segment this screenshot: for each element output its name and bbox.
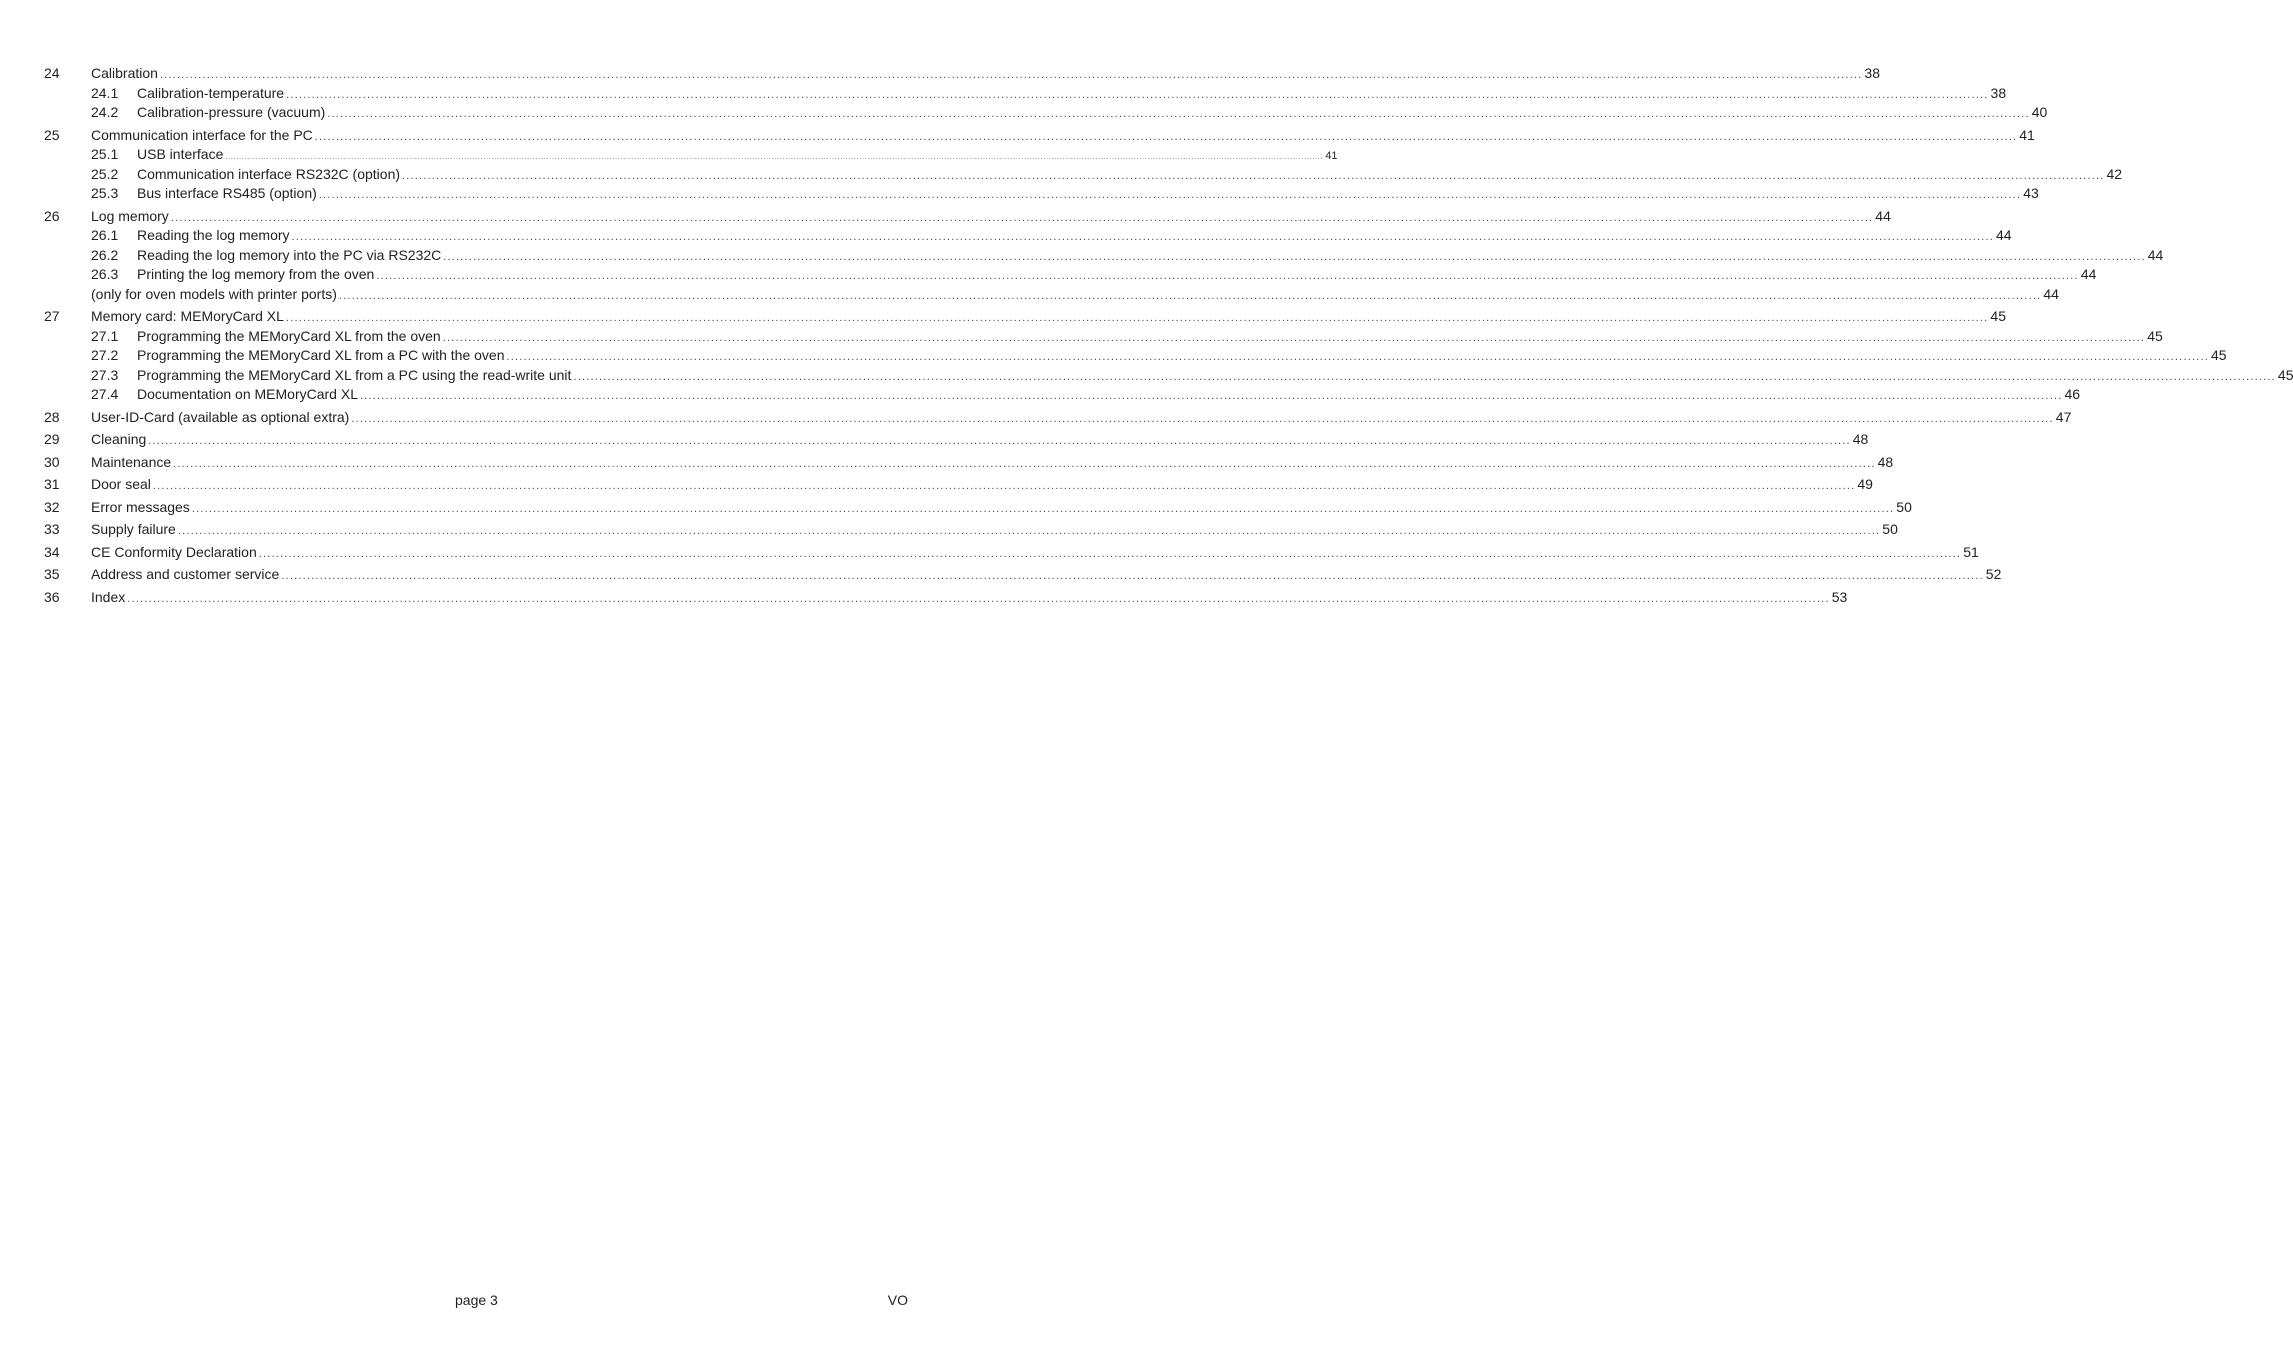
toc-chapter-entry[interactable]: [0, 64, 1880, 84]
entry-title: Cleaning: [91, 431, 147, 447]
entry-page-number: 45: [1990, 308, 2006, 324]
toc-entry-line: [91, 366, 2293, 388]
dot-leader: ................................................................................................................................................................................................................................................................................................................................................................................................................: [285, 312, 1989, 324]
entry-title: Log memory: [91, 207, 169, 224]
entry-title: Reading the log memory: [137, 227, 290, 243]
dot-leader: ................................................................................................................................................................................................................................................................................................................................................................................................................: [338, 289, 2042, 302]
entry-title: Index: [91, 588, 126, 605]
entry-title: (only for oven models with printer ports): [91, 285, 337, 302]
entry-page-number: 44: [2147, 246, 2164, 263]
dot-leader: ................................................................................................................................................................................................................................................................................................................................................................................................................: [127, 592, 1830, 605]
entry-title: Supply failure: [91, 521, 176, 537]
dot-leader: ................................................................................................................................................................................................................................................................................................................................................................................................................: [152, 480, 1856, 492]
entry-page-number: 40: [2031, 104, 2048, 120]
chapter-number: 34: [44, 543, 60, 560]
dot-leader: ................................................................................................................................................................................................................................................................................................................................................................................................................: [402, 169, 2105, 182]
subsection-number: 24.2: [91, 104, 119, 120]
toc-entry-line: [91, 565, 2002, 587]
chapter-number: 31: [44, 476, 60, 492]
entry-title: Programming the MEMoryCard XL from the oven: [137, 327, 441, 344]
entry-title: Error messages: [91, 498, 190, 515]
toc-entry-line: [91, 453, 1894, 475]
toc-entry-line: [91, 184, 2039, 206]
entry-title: Programming the MEMoryCard XL from a PC with the oven: [137, 347, 505, 363]
entry-title: Communication interface for the PC: [91, 126, 313, 143]
dot-leader: ................................................................................................................................................................................................................................................................................................................................................................................................................: [327, 108, 2030, 120]
dot-leader: ................................................................................................................................................................................................................................................................................................................................................................................................................: [442, 331, 2146, 344]
toc-entry-line: [91, 520, 1898, 542]
chapter-number: 35: [44, 566, 60, 582]
entry-title: USB interface: [137, 146, 224, 162]
dot-leader: ................................................................................................................................................................................................................................................................................................................................................................................................................: [177, 525, 1881, 537]
entry-page-number: 41: [1325, 150, 1338, 162]
toc-entry-line: [91, 498, 1912, 520]
entry-title: CE Conformity Declaration: [91, 543, 257, 560]
toc-entry-line: [91, 103, 2048, 125]
chapter-number: 30: [44, 453, 60, 470]
dot-leader: ................................................................................................................................................................................................................................................................................................................................................................................................................: [173, 457, 1876, 470]
toc-entry-line: [91, 588, 1848, 610]
dot-leader: ................................................................................................................................................................................................................................................................................................................................................................................................................: [258, 547, 1962, 560]
toc-entry-line: [91, 475, 1873, 497]
entry-page-number: 41: [2019, 126, 2035, 143]
entry-page-number: 44: [1875, 207, 1891, 224]
toc-chapter-entry[interactable]: [0, 307, 2006, 327]
chapter-number: 27: [44, 308, 60, 324]
toc-entry-line: [91, 285, 2059, 307]
toc-subsection-entry[interactable]: [0, 226, 2012, 246]
entry-page-number: 44: [2043, 285, 2059, 302]
entry-page-number: 43: [2023, 185, 2039, 201]
toc-subsection-entry[interactable]: [0, 103, 2048, 123]
page-number: page 3: [455, 1292, 498, 1308]
entry-title: Documentation on MEMoryCard XL: [137, 386, 358, 402]
toc-entry-line: [91, 64, 1880, 86]
subsection-number: 25.3: [91, 185, 119, 201]
toc-chapter-entry[interactable]: [0, 498, 1912, 518]
subsection-number: 26.1: [91, 227, 119, 243]
table-of-contents: [0, 64, 2293, 607]
toc-chapter-entry[interactable]: [0, 126, 2035, 146]
entry-page-number: 49: [1857, 476, 1873, 492]
dot-leader: ................................................................................................................................................................................................................................................................................................................................................................................................................: [225, 154, 1324, 161]
entry-page-number: 53: [1831, 588, 1848, 605]
toc-chapter-entry[interactable]: [0, 565, 2002, 585]
toc-subsection-entry[interactable]: [0, 346, 2227, 366]
entry-title: Reading the log memory into the PC via RS232C: [137, 246, 442, 263]
toc-subsection-entry[interactable]: [0, 165, 2123, 185]
dot-leader: ................................................................................................................................................................................................................................................................................................................................................................................................................: [148, 435, 1851, 447]
entry-title: Calibration-temperature: [137, 84, 285, 101]
entry-title: Memory card: MEMoryCard XL: [91, 308, 284, 324]
chapter-number: 28: [44, 408, 60, 425]
chapter-number: 33: [44, 521, 60, 537]
toc-entry-line: [91, 408, 2072, 430]
dot-leader: ................................................................................................................................................................................................................................................................................................................................................................................................................: [191, 502, 1895, 515]
entry-title: Calibration-pressure (vacuum): [137, 104, 326, 120]
entry-page-number: 48: [1852, 431, 1869, 447]
toc-entry-line: [91, 265, 2097, 287]
entry-title: Door seal: [91, 476, 151, 492]
entry-page-number: 44: [2080, 266, 2097, 282]
entry-title: Printing the log memory from the oven: [137, 266, 375, 282]
toc-entry-line: [91, 226, 2012, 248]
chapter-number: 24: [44, 65, 60, 81]
dot-leader: ................................................................................................................................................................................................................................................................................................................................................................................................................: [159, 69, 1863, 81]
toc-subsection-entry[interactable]: [0, 184, 2039, 204]
entry-page-number: 42: [2106, 165, 2123, 182]
chapter-number: 25: [44, 126, 60, 143]
subsection-number: 25.1: [91, 146, 119, 162]
toc-subsection-entry[interactable]: [0, 385, 2081, 405]
toc-subsection-entry[interactable]: [0, 366, 2293, 386]
toc-entry-line: [91, 165, 2123, 187]
dot-leader: ................................................................................................................................................................................................................................................................................................................................................................................................................: [318, 189, 2022, 201]
entry-page-number: 45: [2277, 366, 2293, 383]
entry-page-number: 51: [1963, 543, 1979, 560]
entry-page-number: 46: [2064, 386, 2081, 402]
toc-chapter-entry[interactable]: [0, 453, 1894, 473]
entry-title: Maintenance: [91, 453, 172, 470]
chapter-number: 36: [44, 588, 60, 605]
dot-leader: ................................................................................................................................................................................................................................................................................................................................................................................................................: [351, 412, 2054, 425]
entry-title: Communication interface RS232C (option): [137, 165, 401, 182]
dot-leader: ................................................................................................................................................................................................................................................................................................................................................................................................................: [573, 370, 2276, 383]
toc-subsection-entry[interactable]: [0, 84, 2007, 104]
dot-leader: ................................................................................................................................................................................................................................................................................................................................................................................................................: [170, 211, 1874, 224]
entry-title: User-ID-Card (available as optional extra): [91, 408, 350, 425]
entry-page-number: 52: [1985, 566, 2002, 582]
toc-subsection-entry[interactable]: [0, 285, 2059, 305]
toc-entry-line: [91, 207, 1891, 229]
toc-entry-line: [91, 543, 1979, 565]
toc-entry-line: [91, 327, 2163, 349]
toc-subsection-entry[interactable]: [0, 246, 2164, 266]
document-code: VO: [887, 1292, 908, 1308]
chapter-number: 32: [44, 498, 60, 515]
subsection-number: 26.3: [91, 266, 119, 282]
toc-chapter-entry[interactable]: [0, 543, 1979, 563]
subsection-number: 27.1: [91, 327, 119, 344]
entry-page-number: 50: [1896, 498, 1912, 515]
dot-leader: ................................................................................................................................................................................................................................................................................................................................................................................................................: [286, 88, 1989, 101]
toc-entry-line: [91, 307, 2006, 329]
entry-title: Calibration: [91, 65, 158, 81]
toc-chapter-entry[interactable]: [0, 475, 1873, 495]
toc-subsection-entry[interactable]: [0, 327, 2163, 347]
chapter-number: 26: [44, 207, 60, 224]
toc-chapter-entry[interactable]: [0, 430, 1869, 450]
toc-chapter-entry[interactable]: [0, 408, 2072, 428]
entry-page-number: 48: [1877, 453, 1894, 470]
entry-page-number: 45: [2147, 327, 2163, 344]
subsection-number: 27.4: [91, 386, 119, 402]
subsection-number: 24.1: [91, 84, 119, 101]
toc-entry-line: [91, 430, 1869, 452]
dot-leader: ................................................................................................................................................................................................................................................................................................................................................................................................................: [314, 130, 2018, 143]
toc-subsection-entry[interactable]: [0, 265, 2097, 285]
entry-title: Address and customer service: [91, 566, 280, 582]
entry-page-number: 45: [2210, 347, 2227, 363]
dot-leader: ................................................................................................................................................................................................................................................................................................................................................................................................................: [443, 250, 2146, 263]
entry-page-number: 38: [1864, 65, 1880, 81]
dot-leader: ................................................................................................................................................................................................................................................................................................................................................................................................................: [360, 390, 2063, 402]
subsection-number: 25.2: [91, 165, 119, 182]
toc-entry-line: [91, 126, 2035, 148]
entry-page-number: 44: [1996, 227, 2012, 243]
chapter-number: 29: [44, 431, 60, 447]
toc-entry-line: [91, 346, 2227, 368]
toc-subsection-entry[interactable]: [0, 145, 1338, 165]
toc-chapter-entry[interactable]: [0, 520, 1898, 540]
dot-leader: ................................................................................................................................................................................................................................................................................................................................................................................................................: [506, 351, 2209, 363]
entry-title: Programming the MEMoryCard XL from a PC using the read-write unit: [137, 366, 572, 383]
toc-entry-line: [91, 246, 2164, 268]
toc-chapter-entry[interactable]: [0, 588, 1848, 608]
entry-title: Bus interface RS485 (option): [137, 185, 317, 201]
entry-page-number: 50: [1882, 521, 1898, 537]
subsection-number: 27.2: [91, 347, 119, 363]
subsection-number: 26.2: [91, 246, 119, 263]
toc-entry-line: [91, 385, 2081, 407]
toc-entry-line: [91, 84, 2007, 106]
dot-leader: ................................................................................................................................................................................................................................................................................................................................................................................................................: [376, 270, 2079, 282]
dot-leader: ................................................................................................................................................................................................................................................................................................................................................................................................................: [281, 570, 1984, 582]
subsection-number: 27.3: [91, 366, 119, 383]
entry-page-number: 47: [2055, 408, 2072, 425]
dot-leader: ................................................................................................................................................................................................................................................................................................................................................................................................................: [291, 231, 1994, 243]
entry-page-number: 38: [1990, 84, 2007, 101]
toc-chapter-entry[interactable]: [0, 207, 1891, 227]
